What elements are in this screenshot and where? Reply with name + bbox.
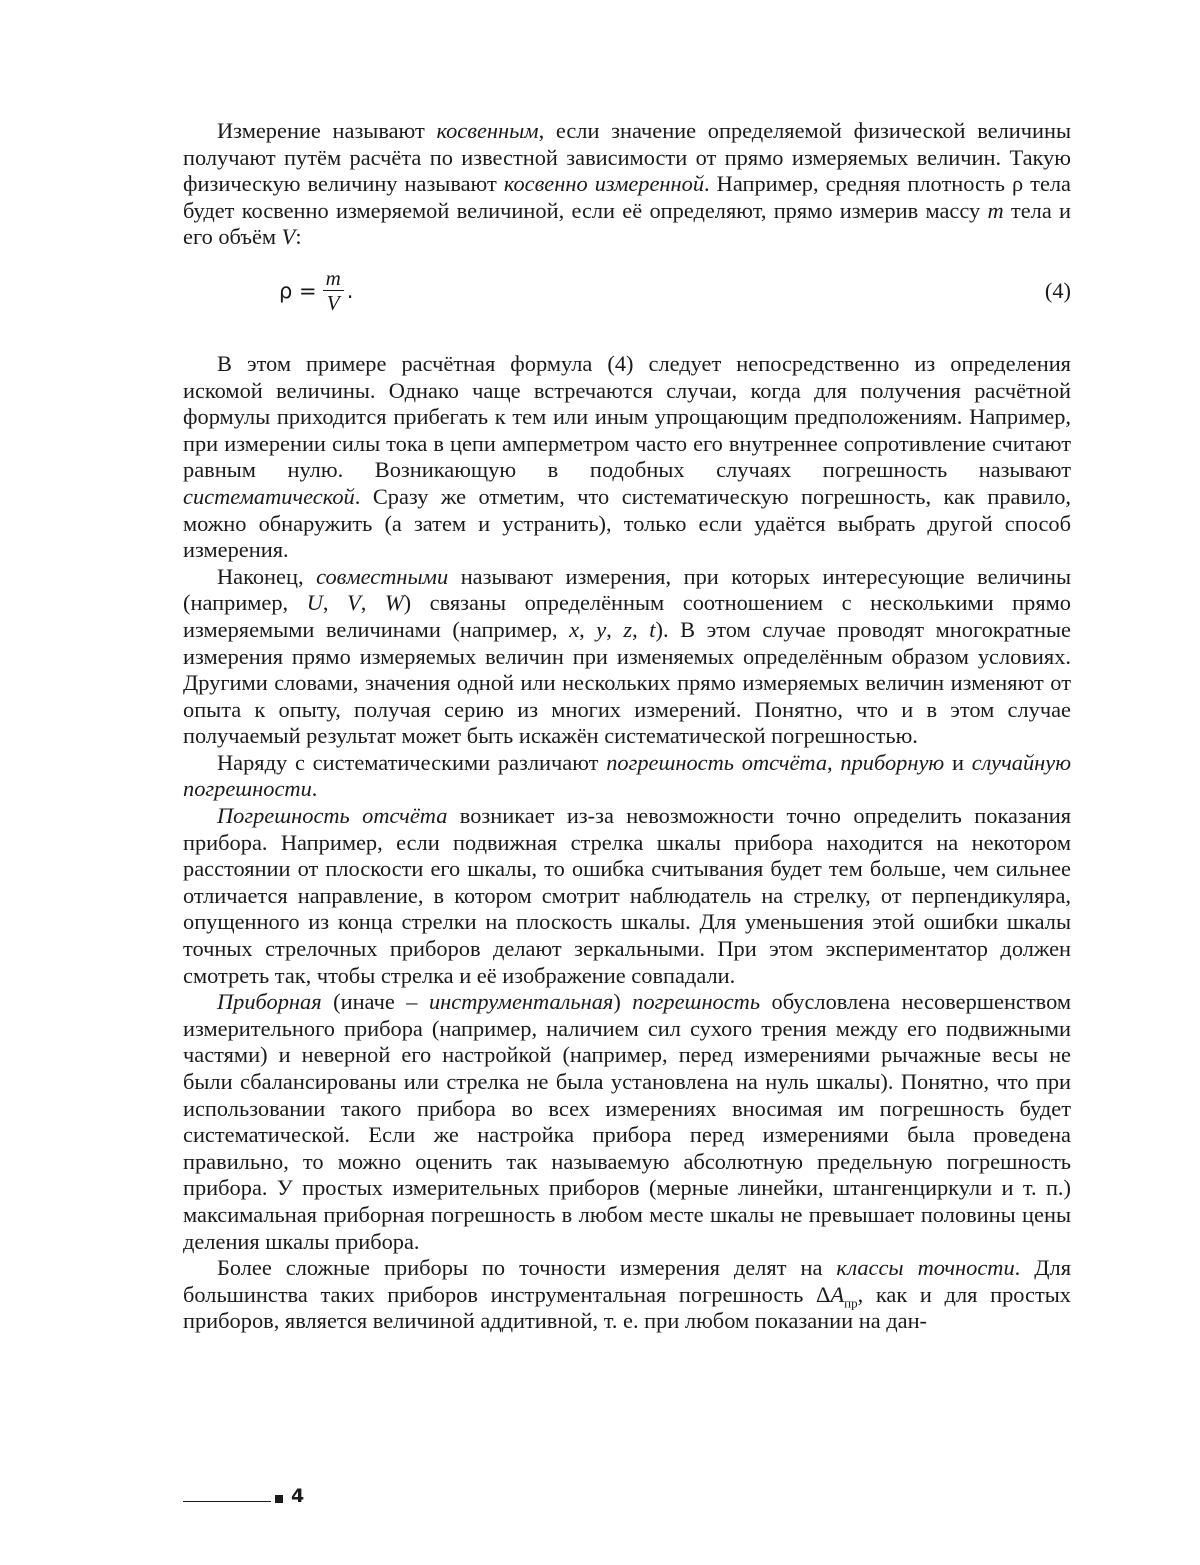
text-segment: ,	[606, 616, 624, 642]
text-segment: ,	[579, 616, 597, 642]
italic-term: совместными	[316, 563, 449, 589]
italic-term: U	[306, 590, 323, 616]
text-segment: Более сложные приборы по точности измерения делят на	[217, 1255, 837, 1281]
body-paragraphs	[183, 351, 1071, 1255]
formula-fraction	[323, 267, 344, 314]
text-segment: .	[311, 776, 318, 802]
italic-term: косвенно измеренной	[503, 171, 705, 197]
italic-term: Приборная	[217, 989, 322, 1015]
text-segment: ,	[632, 616, 650, 642]
paragraph	[183, 1255, 1071, 1335]
italic-term: Погрешность отсчёта	[217, 803, 448, 829]
square-bullet-icon	[275, 1495, 283, 1503]
italic-term: x	[569, 616, 580, 642]
italic-term: V	[281, 224, 296, 250]
formula-body	[279, 267, 353, 314]
italic-term: z	[623, 616, 633, 642]
text-segment: :	[295, 224, 302, 250]
paragraph	[183, 351, 1071, 564]
italic-term: косвенным	[436, 118, 539, 143]
text-segment: обусловлена несовершенством измерительного прибора (например, наличием сил сухого трения между его подвижными частями) и неверной его настройкой (например, перед измерениями рычажные весы не были сбалансированы или стрелка не была установлена на нуль шкалы). Понятно, что при использовании такого прибора во всех измерениях вносимая им погрешность будет систематической. Если же настройка прибора перед измерениями была проведена правильно, то можно оценить так называемую абсолютную предельную погрешность прибора. У простых измерительных приборов (мерные линейки, штангенциркули и т. п.) максимальная приборная погрешность в любом месте шкалы не превышает половины цены деления шкалы прибора.	[183, 989, 1072, 1254]
text-segment: В этом примере расчётная формула (4) следует непосредственно из определения искомой величины. Однако чаще встречаются случаи, когда для получения расчётной формулы приходится прибегать к тем или иным упрощающим предположениям. Например, при измерении силы тока в цепи амперметром часто его внутреннее сопротивление считают равным нулю. Возникающую в подобных случаях погрешность называют	[183, 350, 1071, 483]
italic-term: t	[649, 616, 656, 642]
italic-term: классы точности	[836, 1255, 1015, 1281]
text-segment: Измерение называют	[217, 118, 437, 143]
paragraph	[183, 564, 1071, 750]
formula-lhs: ρ =	[279, 278, 317, 303]
page-number: 4	[291, 1485, 305, 1507]
formula-denominator: V	[326, 291, 340, 316]
text-segment: возникает из-за невозможности точно определить показания прибора. Например, если подвижная стрелка шкалы прибора находится на некотором расстоянии от плоскости его шкалы, то ошибка считывания будет тем больше, чем сильнее отличается направление, в котором смотрит наблюдатель на стрелку, от перпендикуляра, опущенного из конца стрелки на плоскость шкалы. Для уменьшения этой ошибки шкалы точных стрелочных приборов делают зеркальными. При этом экспериментатор должен смотреть так, чтобы стрелка и её изображение совпадали.	[183, 803, 1071, 988]
paragraph	[183, 750, 1071, 803]
text-segment: Наряду с систематическими различают	[217, 749, 607, 775]
italic-term: погрешность отсчёта	[606, 749, 828, 775]
text-segment: ). В этом случае проводят многократные измерения прямо измеряемых величин при изменяемых определённым образом условиях. Другими словами, значения одной или нескольких прямо измеряемых величин изменяют от опыта к опыту, получая серию из многих измерений. Понятно, что и в этом случае получаемый результат может быть искажён систематической погрешностью.	[183, 616, 1071, 749]
italic-term: погрешность	[632, 989, 761, 1015]
page-content	[183, 118, 1071, 1335]
page-footer	[183, 1477, 304, 1507]
text-segment: тела и его объём	[183, 197, 1072, 250]
density-formula	[183, 255, 1071, 327]
italic-term: систематической	[183, 483, 355, 509]
text-segment: , как и для простых приборов, является величиной аддитивной, т. е. при любом показании на дан-	[183, 1281, 1071, 1334]
text-segment: (иначе –	[321, 989, 429, 1015]
text-segment: , если значение определяемой физической величины получают путём расчёта по известной зависимости от прямо измеряемых величин. Такую физическую величину называют	[183, 118, 1071, 197]
equation-number: (4)	[1044, 277, 1071, 303]
paragraph	[183, 803, 1071, 989]
text-segment: ,	[322, 590, 348, 616]
italic-term: V	[347, 590, 361, 616]
italic-term: случайную погрешности	[183, 749, 1071, 802]
italic-term: приборную	[840, 749, 945, 775]
text-segment: и	[944, 749, 972, 775]
footer-rule	[183, 1501, 271, 1502]
italic-term: y	[596, 616, 607, 642]
text-segment: называют измерения, при которых интересующие величины (например,	[183, 563, 1071, 616]
text-segment: ,	[360, 590, 385, 616]
intro-paragraphs	[183, 118, 1071, 251]
text-segment: )	[613, 989, 633, 1015]
italic-term: инструментальная	[428, 989, 614, 1015]
paragraph	[183, 118, 1071, 251]
text-segment: ) связаны определённым соотношением с несколькими прямо измеряемыми величинами (например,	[183, 590, 1072, 642]
text-segment: ,	[827, 749, 841, 775]
text-segment: . Для большинства таких приборов инструментальная погрешность	[183, 1255, 1071, 1307]
italic-term: W	[384, 590, 404, 616]
text-segment: . Сразу же отметим, что систематическую погрешность, как правило, можно обнаружить (а затем и устранить), только если удаётся выбрать другой способ измерения.	[183, 483, 1071, 563]
formula-numerator: m	[323, 267, 344, 291]
text-segment: Наконец,	[217, 563, 317, 589]
a-symbol: A	[830, 1281, 845, 1307]
formula-trailing: .	[346, 278, 354, 303]
subscript-pr: пр	[844, 1295, 858, 1311]
delta-symbol: Δ	[816, 1281, 831, 1307]
italic-term: m	[987, 197, 1004, 223]
text-segment: . Например, средняя плотность ρ тела будет косвенно измеряемой величиной, если её определяют, прямо измерив массу	[183, 171, 1071, 223]
paragraph	[183, 989, 1071, 1255]
